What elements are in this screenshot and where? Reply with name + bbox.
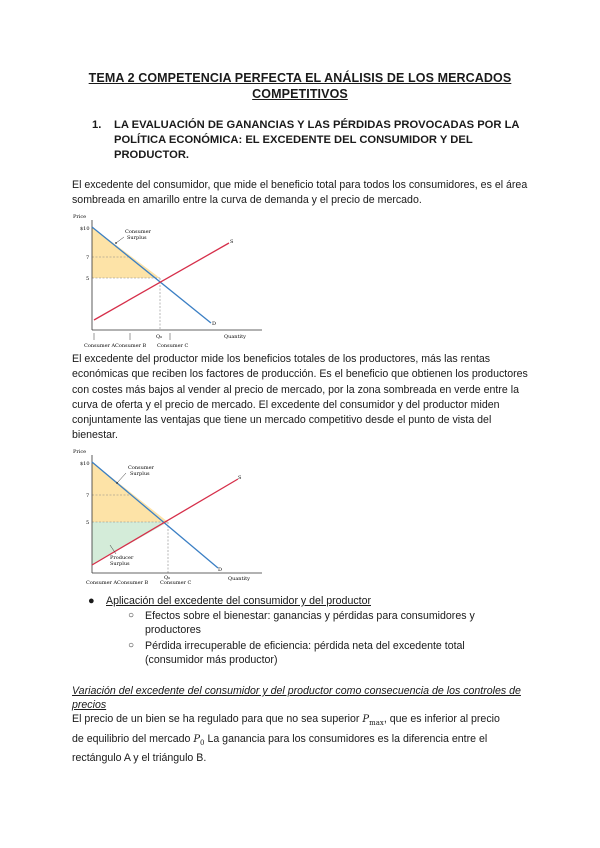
tick-7: 7 — [86, 255, 90, 261]
consumer-c-label: Consumer C — [157, 343, 189, 349]
demand-label: D — [212, 321, 217, 327]
sub-bullet-text: Pérdida irrecuperable de eficiencia: pérdida neta del excedente total (consumidor más productor) — [145, 640, 465, 666]
tick-5: 5 — [86, 276, 90, 282]
tick-10: $10 — [80, 226, 90, 232]
consumer-surplus-label-2: Surplus — [130, 471, 150, 477]
consumer-surplus-label-2: Surplus — [127, 235, 147, 241]
section-number: 1. — [92, 119, 102, 131]
demand-label: D — [218, 567, 223, 573]
consumer-c-label: Consumer C — [160, 580, 192, 585]
consumer-surplus-paragraph: El excedente del consumidor, que mide el beneficio total para todos los consumidores, es el área sombreada en amarillo entre la curva de demanda y el precio de mercado. — [72, 179, 528, 207]
price-text: La ganancia para los consumidores es la diferencia entre el — [204, 733, 488, 745]
producer-surplus-label-1: Producer — [110, 555, 134, 561]
sub-bullet-circle-icon: ○ — [128, 640, 135, 651]
tick-7: 7 — [86, 493, 90, 499]
consumer-b-label: Consumer B — [115, 343, 147, 349]
price-paragraph-line-1 — [72, 713, 500, 727]
consumer-a-label: Consumer A — [84, 343, 116, 349]
consumer-producer-surplus-chart — [72, 445, 268, 585]
sub-bullet-circle-icon: ○ — [128, 610, 135, 621]
consumer-b-label: Consumer B — [117, 580, 149, 585]
supply-label: S — [238, 475, 242, 481]
producer-surplus-label-2: Surplus — [110, 561, 130, 567]
sub-bullet-text: Efectos sobre el bienestar: ganancias y pérdidas para consumidores y productores — [145, 610, 475, 636]
consumer-surplus-label-1: Consumer — [125, 229, 151, 235]
supply-label: S — [230, 239, 234, 245]
p0-symbol — [193, 734, 204, 745]
section-heading-text: LA EVALUACIÓN DE GANANCIAS Y LAS PÉRDIDAS PROVOCADAS POR LA POLÍTICA ECONÓMICA: EL EXCEDENTE DEL CONSUMIDOR Y DEL PRODUCTOR. — [114, 119, 520, 161]
cs-pointer — [117, 473, 126, 483]
price-controls-heading: Variación del excedente del consumidor y del productor como consecuencia de los controles de precios — [72, 685, 521, 711]
cs-pointer — [116, 237, 124, 243]
price-paragraph-line-2 — [72, 733, 487, 747]
quantity-axis-label: Quantity — [224, 334, 246, 340]
document-title: TEMA 2 COMPETENCIA PERFECTA EL ANÁLISIS DE LOS MERCADOS COMPETITIVOS — [88, 71, 512, 101]
q0-label: Q₀ — [156, 334, 163, 340]
pmax-symbol — [362, 714, 384, 725]
consumer-a-label: Consumer A — [86, 580, 118, 585]
cs-pointer-dot — [116, 482, 118, 484]
price-text: de equilibrio del mercado — [72, 733, 194, 745]
pmax-p: P — [362, 714, 370, 725]
price-paragraph-line-3: rectángulo A y el triángulo B. — [72, 752, 207, 764]
p0-sub: 0 — [200, 739, 205, 747]
tick-5: 5 — [86, 520, 90, 526]
consumer-surplus-label-1: Consumer — [128, 465, 154, 471]
price-axis-label: Price — [73, 214, 87, 220]
producer-surplus-paragraph: El excedente del productor mide los beneficios totales de los productores, más las rentas económicas que reciben los factores de producción. Es el beneficio que obtienen los productores con costes más bajos al vender al precio de mercado, por la zona sombreada en verde entre la curva de oferta y el precio de mercado. El excedente del consumidor y del productor miden conjuntamente las ventajas que tiene un mercado competitivo desde el punto de vista del bienestar. — [72, 353, 528, 442]
pmax-sub: max — [369, 719, 384, 727]
quantity-axis-label: Quantity — [228, 576, 250, 582]
bullet-dot-icon: ● — [88, 595, 95, 607]
tick-10: $10 — [80, 461, 90, 467]
bullet-main-text: Aplicación del excedente del consumidor y del productor — [106, 595, 371, 607]
consumer-surplus-chart — [72, 210, 268, 350]
price-axis-label: Price — [73, 449, 87, 455]
cs-pointer-dot — [115, 242, 117, 244]
q0-label: Q₀ — [164, 575, 171, 581]
price-text: , que es inferior al precio — [383, 713, 500, 725]
price-text: El precio de un bien se ha regulado para que no sea superior — [72, 713, 363, 725]
p0-p: P — [193, 734, 201, 745]
